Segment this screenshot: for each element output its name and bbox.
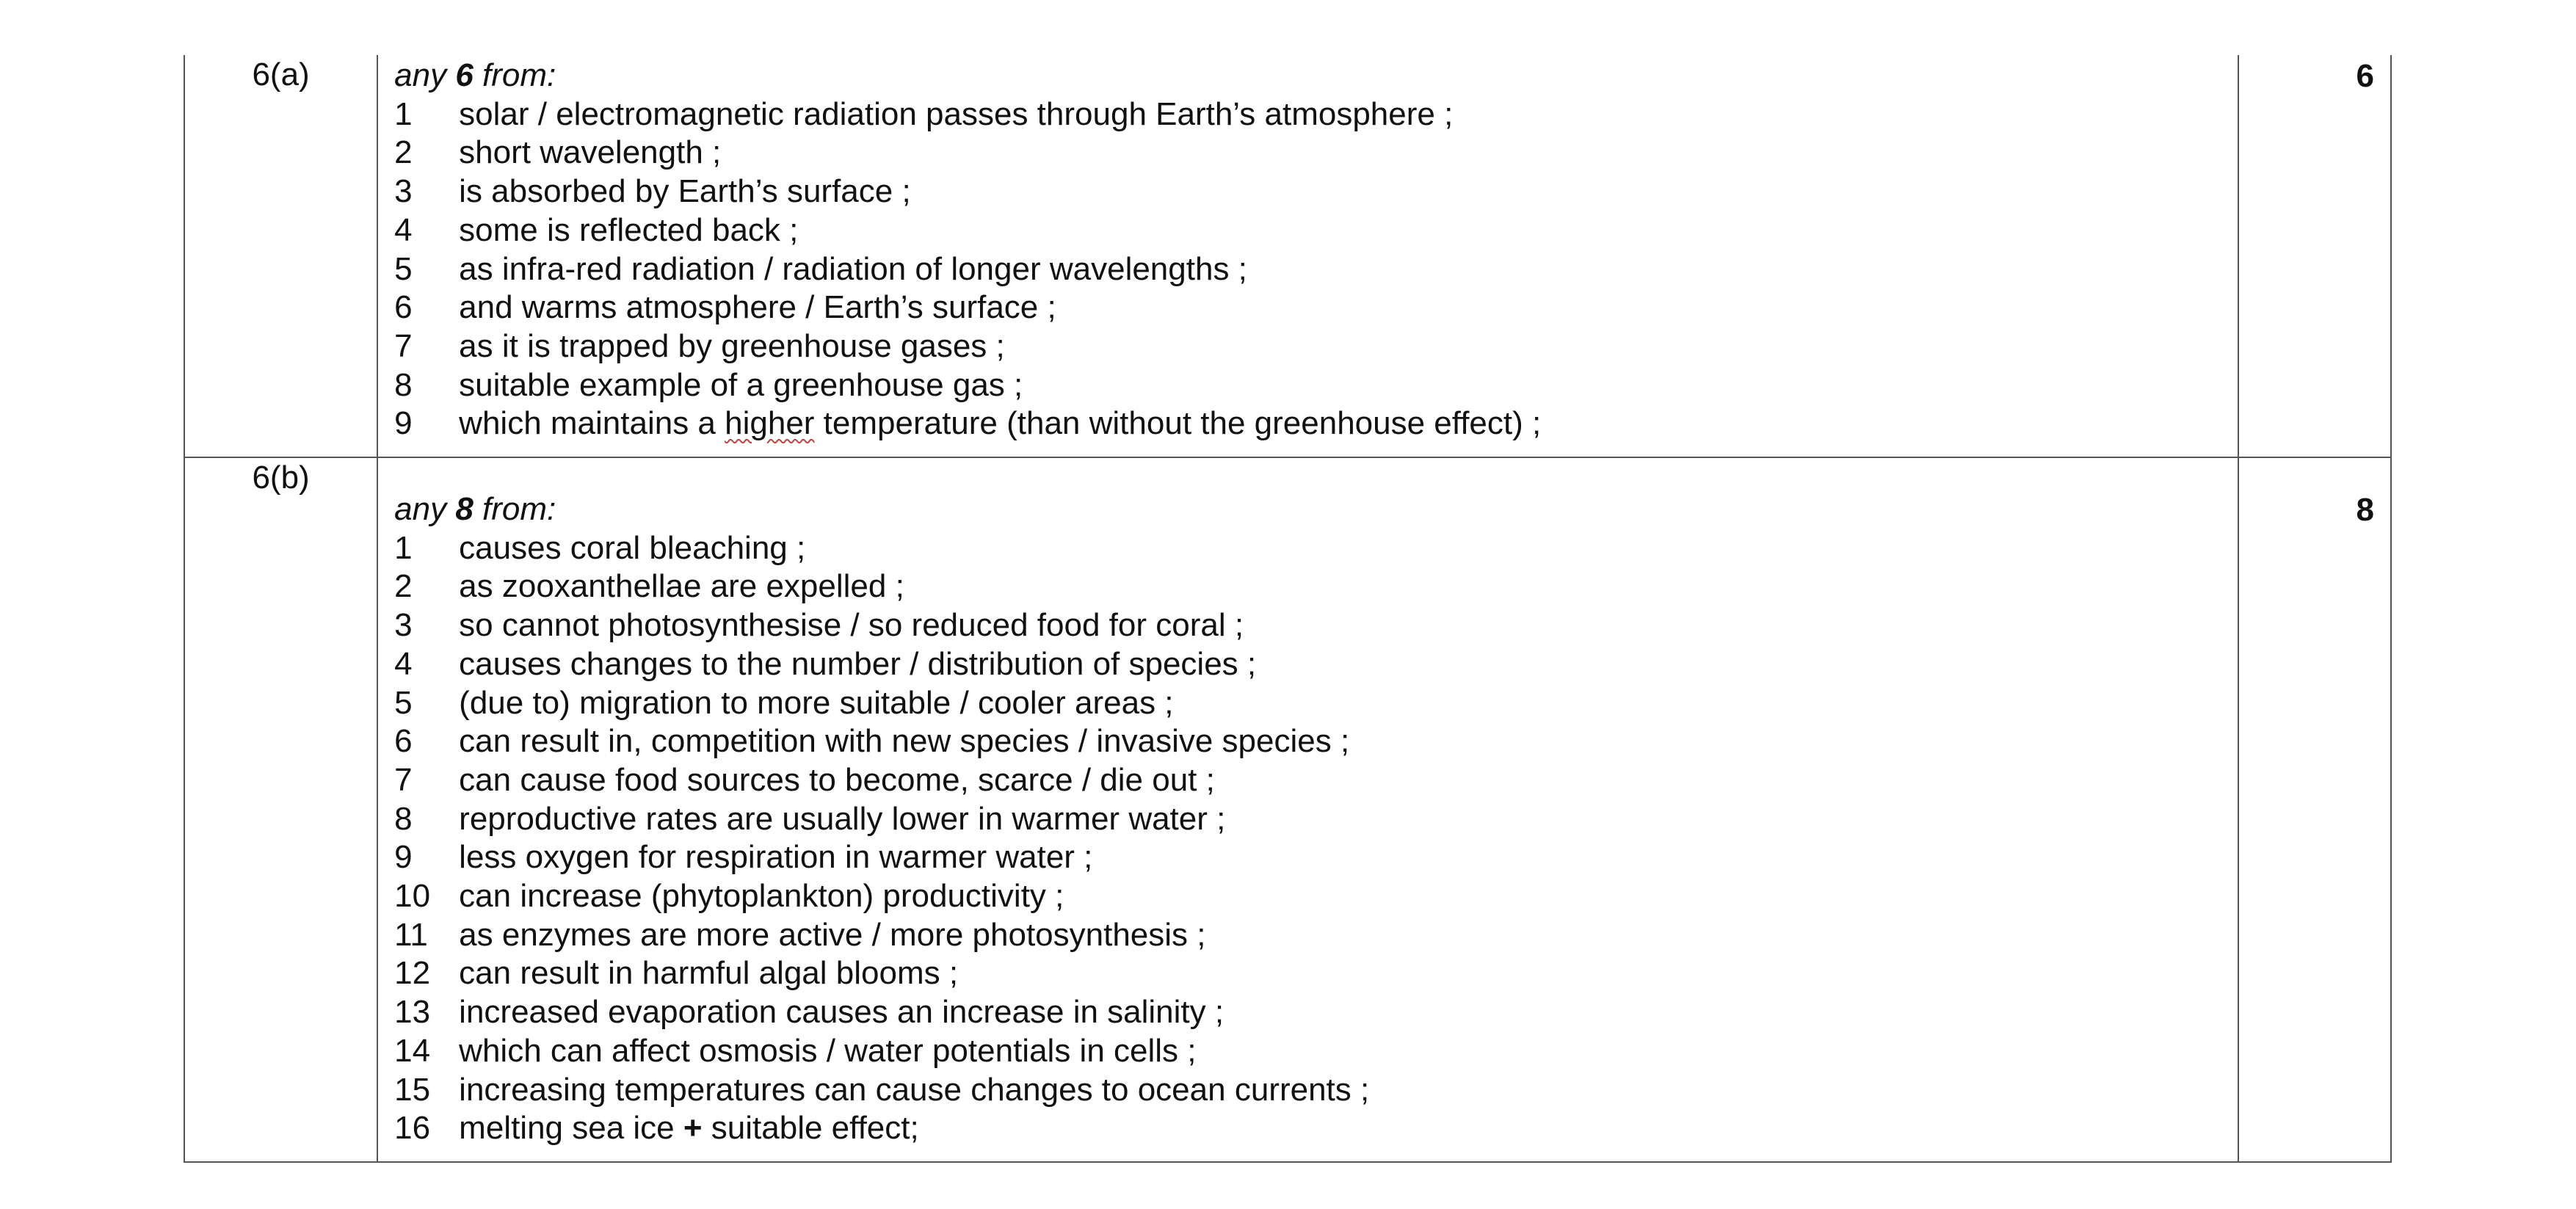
marking-point: 14 which can affect osmosis / water potentials in cells ; [394,1032,1197,1069]
marks-value: 6 [2356,58,2374,94]
mark-scheme-row-6a [184,55,2391,457]
answer-intro: any 8 from: [394,491,556,528]
marking-point: 7 as it is trapped by greenhouse gases ; [394,327,1005,364]
marks-cell [2238,55,2391,457]
marking-point: 2 as zooxanthellae are expelled ; [394,568,904,605]
marking-point: 12 can result in harmful algal blooms ; [394,955,959,992]
marking-point: 9 which maintains a higher temperature (than without the greenhouse effect) ; [394,405,1542,442]
mark-scheme-row-6b [184,457,2391,1162]
marking-point: 5 as infra-red radiation / radiation of longer wavelengths ; [394,250,1247,287]
marking-point: 4 causes changes to the number / distribution of species ; [394,645,1257,682]
marking-point: 8 reproductive rates are usually lower in warmer water ; [394,800,1226,837]
question-number: 6(b) [184,457,377,1162]
marking-point: 13 increased evaporation causes an increase in salinity ; [394,994,1224,1031]
answer-intro: any 6 from: [394,57,556,93]
marking-point: 6 and warms atmosphere / Earth’s surface ; [394,289,1056,326]
answer-cell [377,55,2238,457]
marking-point: 15 increasing temperatures can cause changes to ocean currents ; [394,1071,1370,1108]
marking-point: 6 can result in, competition with new species / invasive species ; [394,723,1350,760]
answer-cell [377,457,2238,1162]
marks-value: 8 [2356,492,2374,529]
marking-point: 7 can cause food sources to become, scarce / die out ; [394,761,1215,798]
marking-point: 2 short wavelength ; [394,134,722,171]
marking-point: 5 (due to) migration to more suitable / cooler areas ; [394,684,1174,721]
plus-sign: + [683,1110,703,1147]
marking-point: 1 causes coral bleaching ; [394,529,806,566]
marking-point: 11 as enzymes are more active / more photosynthesis ; [394,916,1206,953]
mark-scheme-table [184,55,2392,1163]
marking-point: 3 so cannot photosynthesise / so reduced food for coral ; [394,607,1244,644]
marking-point: 3 is absorbed by Earth’s surface ; [394,173,911,210]
marking-point: 1 solar / electromagnetic radiation passes through Earth’s atmosphere ; [394,95,1454,132]
marking-point: 8 suitable example of a greenhouse gas ; [394,366,1023,403]
question-number: 6(a) [184,55,377,457]
required-count: 6 [455,57,474,93]
required-count: 8 [455,491,474,528]
marks-cell [2238,457,2391,1162]
marking-point: 9 less oxygen for respiration in warmer water ; [394,839,1093,876]
marking-point: 10 can increase (phytoplankton) productivity ; [394,878,1064,915]
marking-point: 4 some is reflected back ; [394,211,799,248]
spellcheck-flagged-word: higher [725,405,815,442]
marking-point: 16 melting sea ice + suitable effect; [394,1110,919,1147]
